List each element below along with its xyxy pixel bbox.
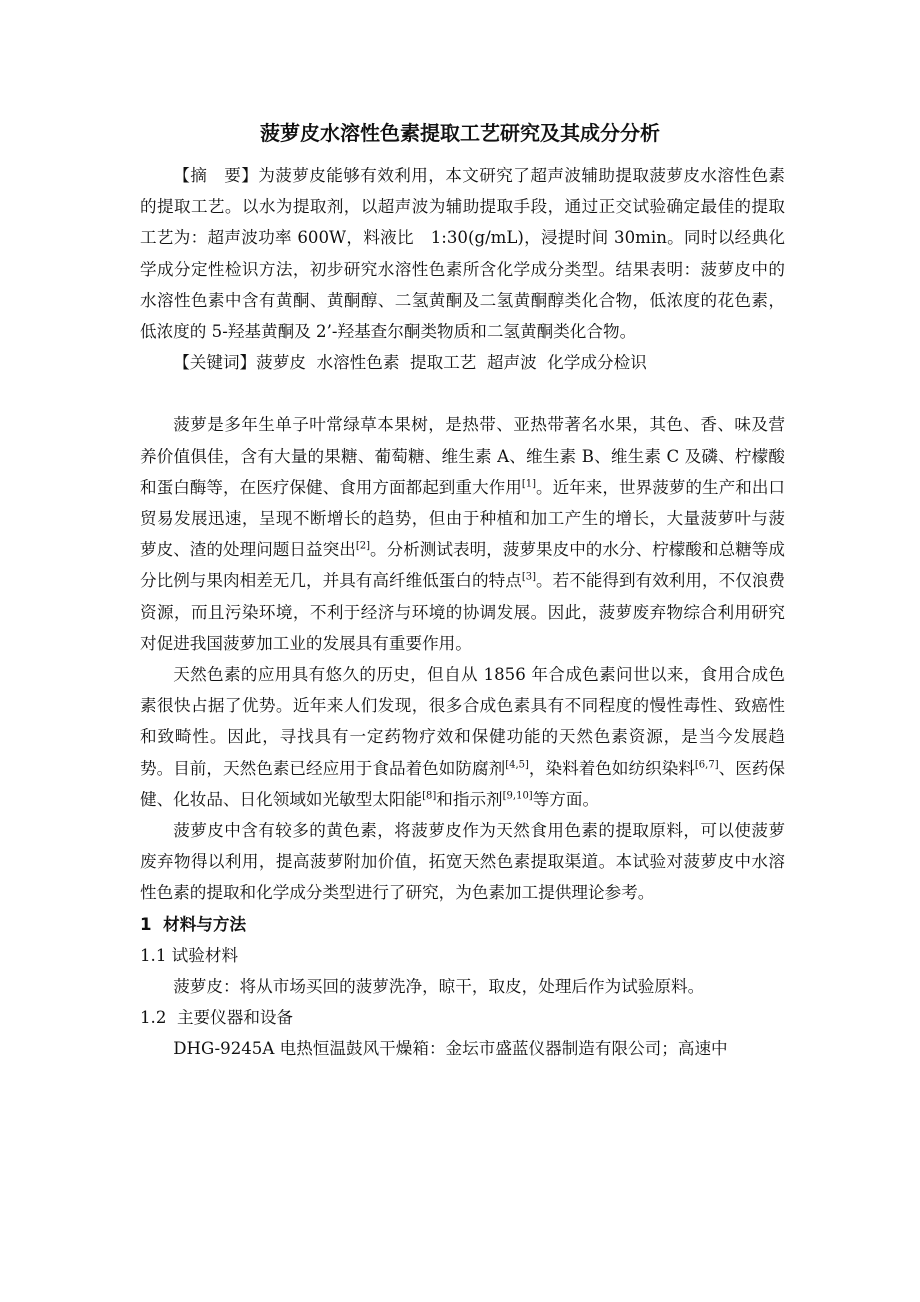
intro-p2-text-d: 和指示剂 [436, 789, 503, 809]
intro-p1-text-d: 。若不能得到有效利用，不仅浪费资源，而且污染环境，不利于经济与环境的协调发展。因此，菠萝废弃物综合利用研究对促进我国菠萝加工业的发展具有重要作用。 [140, 571, 786, 653]
citation-ref: [9,10] [502, 790, 533, 802]
intro-p2-text-c: 、医药保健、化妆品、日化领域如光敏型太阳能 [140, 758, 786, 809]
intro-paragraph-3: 菠萝皮中含有较多的黄色素，将菠萝皮作为天然食用色素的提取原料，可以使菠萝废弃物得以利用，提高菠萝附加价值，拓宽天然色素提取渠道。本试验对菠萝皮中水溶性色素的提取和化学成分类型进行了研究，为色素加工提供理论参考。 [140, 821, 785, 903]
subsection-heading-1-1: 1.1 试验材料 [140, 945, 239, 965]
citation-ref: [8] [422, 790, 437, 802]
intro-p1-text-b: 。近年来，世界菠萝的生产和出口贸易发展迅速，呈现不断增长的趋势，但由于种植和加工产生的增长，大量菠萝叶与菠萝皮、渣的处理问题日益突出 [140, 477, 786, 560]
materials-paragraph: 菠萝皮：将从市场买回的菠萝洗净，晾干，取皮，处理后作为试验原料。 [173, 977, 705, 997]
abstract-label: 【摘 要】 [173, 166, 259, 185]
citation-ref: [4,5] [505, 759, 529, 771]
intro-paragraph-2 [140, 659, 785, 815]
spacer [140, 378, 785, 409]
citation-ref: [3] [521, 571, 536, 583]
citation-ref: [1] [521, 478, 536, 490]
subsection-heading-1-2: 1.2 主要仪器和设备 [140, 1008, 294, 1028]
keywords-label: 【关键词】 [173, 353, 257, 373]
citation-ref: [6,7] [694, 759, 719, 771]
intro-p2-text-b: ，染料着色如纺织染料 [528, 758, 695, 778]
paper-body [140, 160, 785, 1065]
abstract-paragraph [140, 160, 785, 347]
intro-paragraph-1 [140, 409, 785, 659]
abstract-text: 为菠萝皮能够有效利用，本文研究了超声波辅助提取菠萝皮水溶性色素的提取工艺。以水为提取剂，以超声波为辅助提取手段，通过正交试验确定最佳的提取工艺为：超声波功率 600W，料液比 1:30(g/mL)，浸提时间 30min。同时以经典化学成分定性检识方法，初步研究水溶性色素所含化学成分类型。结果表明：菠萝皮中的水溶性色素中含有黄酮、黄酮醇、二氢黄酮及二氢黄酮醇类化合物，低浓度的花色素，低浓度的 5-羟基黄酮及 2’-羟基查尔酮类物质和二氢黄酮类化合物。 [140, 166, 785, 342]
intro-p1-text-a: 菠萝是多年生单子叶常绿草本果树，是热带、亚热带著名水果，其色、香、味及营养价值俱佳，含有大量的果糖、葡萄糖、维生素 A、维生素 B、维生素 C 及磷、柠檬酸和蛋白酶等，在医疗保健、食用方面都起到重大作用 [140, 415, 785, 497]
section-heading-1: 1 材料与方法 [140, 914, 247, 934]
citation-ref: [2] [355, 540, 370, 552]
paper-title: 菠萝皮水溶性色素提取工艺研究及其成分分析 [260, 121, 660, 145]
intro-p2-text-a: 天然色素的应用具有悠久的历史，但自从 1856 年合成色素问世以来，食用合成色素很快占据了优势。近年来人们发现，很多合成色素具有不同程度的慢性毒性、致癌性和致畸性。因此，寻找具有一定药物疗效和保健功能的天然色素资源，是当今发展趋势。目前，天然色素已经应用于食品着色如防腐剂 [140, 665, 785, 778]
intro-p1-text-c: 。分析测试表明，菠萝果皮中的水分、柠檬酸和总糖等成分比例与果肉相差无几，并具有高纤维低蛋白的特点 [140, 540, 786, 591]
keywords-paragraph [140, 347, 785, 378]
equipment-paragraph: DHG-9245A 电热恒温鼓风干燥箱：金坛市盛蓝仪器制造有限公司；高速中 [173, 1039, 728, 1059]
intro-p2-text-e: 等方面。 [532, 789, 600, 809]
keywords-text: 菠萝皮 水溶性色素 提取工艺 超声波 化学成分检识 [256, 353, 647, 373]
